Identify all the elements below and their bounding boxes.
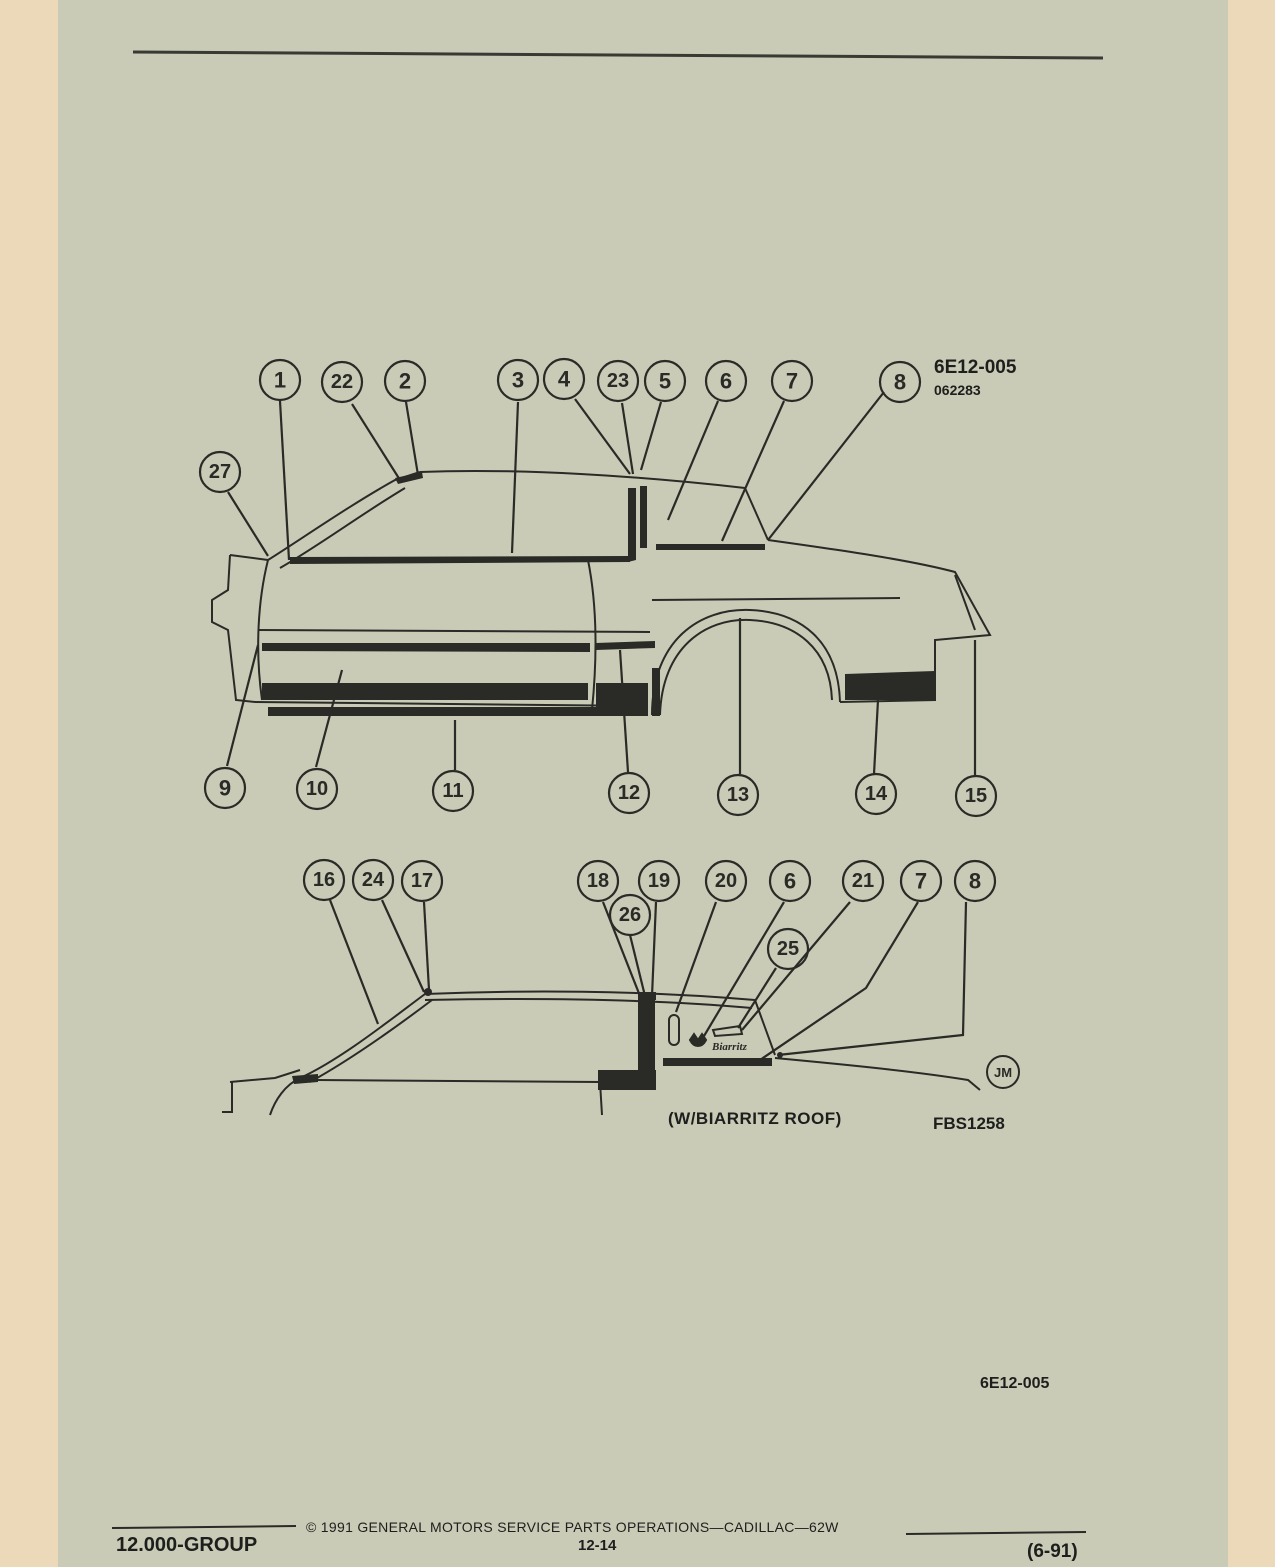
footer-rule-right bbox=[906, 1532, 1086, 1534]
opera-lamp bbox=[669, 1015, 679, 1045]
leader-lines-top bbox=[228, 392, 884, 560]
callout-5: 5 bbox=[658, 368, 672, 394]
figure-sub-id: 062283 bbox=[934, 382, 981, 398]
callout-26: 26 bbox=[618, 904, 642, 926]
callout-23: 23 bbox=[606, 370, 630, 392]
header-rule bbox=[133, 52, 1103, 58]
callout-8-roof: 8 bbox=[968, 868, 982, 894]
callout-2: 2 bbox=[398, 368, 412, 394]
callout-1: 1 bbox=[273, 367, 287, 393]
jm-badge: JM bbox=[986, 1055, 1020, 1089]
callout-labels-top bbox=[209, 367, 906, 484]
callout-7-roof: 7 bbox=[914, 868, 928, 894]
roof-detail-view bbox=[222, 992, 980, 1115]
figure-id: 6E12-005 bbox=[934, 357, 1017, 378]
callout-16: 16 bbox=[312, 869, 336, 891]
footer-copyright: © 1991 GENERAL MOTORS SERVICE PARTS OPERATIONS—CADILLAC—62W bbox=[306, 1519, 839, 1535]
car-moldings bbox=[262, 472, 935, 716]
callout-22: 22 bbox=[330, 371, 354, 393]
footer-rule-left bbox=[112, 1526, 296, 1528]
figure-code: 6E12-005 bbox=[980, 1375, 1050, 1392]
reference-code: FBS1258 bbox=[933, 1114, 1005, 1133]
biarritz-script: Biarritz bbox=[712, 1041, 747, 1053]
callout-27: 27 bbox=[208, 461, 232, 483]
footer-date: (6-91) bbox=[1027, 1541, 1078, 1562]
footer-group: 12.000-GROUP bbox=[116, 1534, 258, 1556]
callout-24: 24 bbox=[361, 869, 385, 891]
callout-11: 11 bbox=[442, 780, 464, 802]
callout-14: 14 bbox=[864, 783, 888, 805]
callout-21: 21 bbox=[851, 870, 875, 892]
callout-15: 15 bbox=[964, 785, 988, 807]
callout-10: 10 bbox=[305, 778, 329, 800]
callout-8: 8 bbox=[893, 369, 907, 395]
callout-4: 4 bbox=[557, 366, 571, 392]
crest-icon bbox=[690, 1034, 706, 1046]
callout-7: 7 bbox=[785, 368, 799, 394]
roof-caption: (W/BIARRITZ ROOF) bbox=[668, 1109, 842, 1128]
footer-page-number: 12-14 bbox=[578, 1537, 617, 1554]
callout-13: 13 bbox=[726, 784, 750, 806]
callout-6-roof: 6 bbox=[783, 868, 797, 894]
callout-25: 25 bbox=[776, 938, 800, 960]
callout-12: 12 bbox=[617, 782, 641, 804]
callout-labels-roof bbox=[313, 869, 981, 961]
callout-17: 17 bbox=[410, 870, 434, 892]
callout-20: 20 bbox=[714, 870, 738, 892]
callout-3: 3 bbox=[511, 367, 525, 393]
callout-6: 6 bbox=[719, 368, 733, 394]
callout-18: 18 bbox=[586, 870, 610, 892]
callout-19: 19 bbox=[647, 870, 671, 892]
callout-9: 9 bbox=[218, 775, 232, 801]
